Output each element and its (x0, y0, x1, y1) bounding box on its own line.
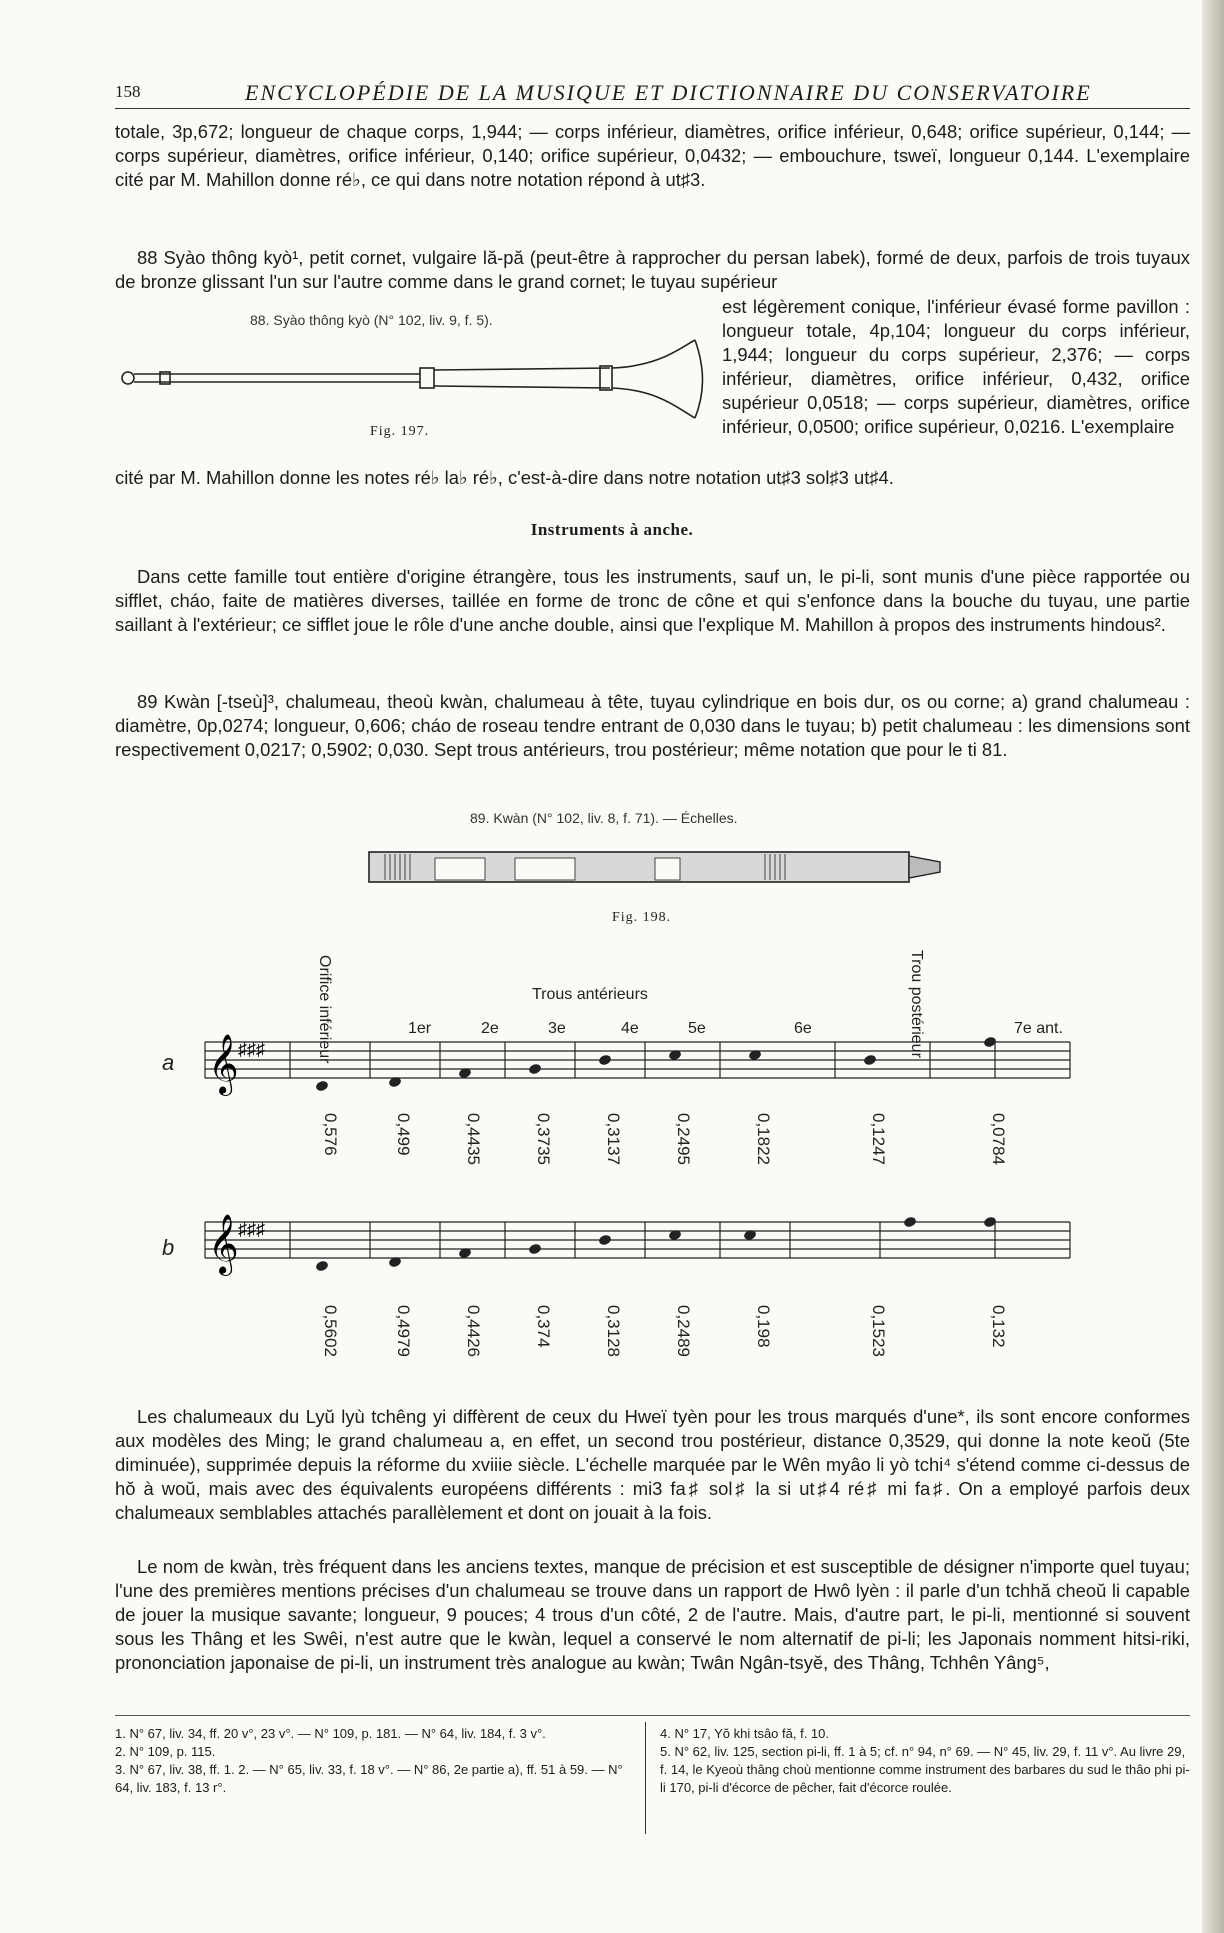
footnotes-left (115, 1725, 635, 1797)
length-value: 0,1822 (754, 1113, 773, 1165)
length-value: 0,3137 (604, 1113, 623, 1165)
running-header (115, 80, 1190, 109)
fig197-cornet-illustration (120, 338, 710, 428)
note (315, 1260, 329, 1273)
notes (315, 1036, 997, 1273)
paragraph-anche-text: Dans cette famille tout entière d'origine étrangère, tous les instruments, sauf un, le pi-li, sont munis d'une pièce rapportée ou sifflet, cháo, faite de matières diverses, taillée en forme de tronc de cône et qui s'enfonce dans la bouche du tuyau, une partie saillant à l'extérieur; ce sifflet joue le rôle d'une anche double, ainsi que l'explique M. Mahillon à propos des instruments hindous². (115, 566, 1190, 635)
fig198-caption: 89. Kwàn (N° 102, liv. 8, f. 71). — Échelles. (470, 810, 738, 826)
paragraph-chalumeaux-1 (115, 1405, 1190, 1525)
length-value: 0,132 (989, 1305, 1008, 1348)
key-signature-b: ♯♯♯ (238, 1219, 265, 1239)
treble-clef-a: 𝄞 (208, 1034, 239, 1094)
treble-clef-b: 𝄞 (208, 1214, 239, 1274)
values-row-b (321, 1305, 1008, 1357)
paragraph-89 (115, 690, 1190, 762)
length-value: 0,499 (394, 1113, 413, 1156)
page-edge-shadow (1202, 0, 1224, 1933)
fig197-label: Fig. 197. (370, 424, 430, 439)
row-a-label: a (162, 1050, 175, 1075)
footnote-column-divider (645, 1722, 646, 1834)
length-value: 0,4435 (464, 1113, 483, 1165)
length-value: 0,1523 (869, 1305, 888, 1357)
paragraph-88-side (722, 295, 1190, 439)
hole-label: 7e ant. (1014, 1020, 1063, 1037)
paragraph-88-intro (115, 246, 1190, 294)
paragraph-88-intro-text: 88 Syào thông kyò¹, petit cornet, vulgaire lă-pă (peut-être à rapprocher du persan labek), formé de deux, parfois de trois tuyaux de bronze glissant l'un sur l'autre comme dans le grand cornet; le tuyau supérieur (115, 247, 1190, 292)
note (528, 1243, 542, 1256)
note (598, 1054, 612, 1067)
fig198-kwan-illustration (365, 848, 945, 888)
section-title: Instruments à anche. (530, 520, 694, 539)
hole-labels (408, 1020, 1063, 1037)
length-value: 0,576 (321, 1113, 340, 1156)
row-b-label: b (162, 1235, 175, 1260)
music-scales-figure (150, 945, 1080, 1365)
length-value: 0,5602 (321, 1305, 340, 1357)
paragraph-88-end (115, 466, 1190, 490)
hole-label: 5e (688, 1020, 706, 1037)
hole-label: 3e (548, 1020, 566, 1037)
paragraph-top-text: totale, 3p,672; longueur de chaque corps, 1,944; — corps inférieur, diamètres, orifice inférieur, 0,648; orifice supérieur, 0,144; — corps supérieur, diamètres, orifice inférieur, 0,140; orifice supérieur, 0,0432; — embouchure, tsweï, longueur 0,144. L'exemplaire cité par M. Mahillon donne ré♭, ce qui dans notre notation répond à ut♯3. (115, 121, 1190, 190)
values-row-a (321, 1113, 1008, 1165)
note (528, 1063, 542, 1076)
length-value: 0,374 (534, 1305, 553, 1348)
note (903, 1216, 917, 1229)
hole-label: 1er (408, 1020, 432, 1037)
label-trou-posterieur: Trou postérieur (908, 950, 925, 1058)
length-value: 0,4426 (464, 1305, 483, 1357)
footnote-3: 3. N° 67, liv. 38, ff. 1. 2. — N° 65, liv. 33, f. 18 v°. — N° 86, 2e partie a), ff. 51 à 59. — N° 64, liv. 183, f. 13 r°. (115, 1762, 623, 1795)
paragraph-89-text: 89 Kwàn [-tseù]³, chalumeau, theoù kwàn, chalumeau à tête, tuyau cylindrique en bois dur, os ou corne; a) grand chalumeau : diamètre, 0p,0274; longueur, 0,606; cháo de roseau tendre entrant de 0,030 dans le tuyau; b) petit chalumeau : les dimensions sont respectivement 0,0217; 0,5902; 0,030. Sept trous antérieurs, trou postérieur; même notation que pour le ti 81. (115, 691, 1190, 760)
paragraph-88-end-text: cité par M. Mahillon donne les notes ré♭ la♭ ré♭, c'est-à-dire dans notre notation ut♯3 sol♯3 ut♯4. (115, 467, 894, 488)
footnote-rule (115, 1715, 1190, 1716)
fig198-label: Fig. 198. (612, 910, 672, 925)
staff-a (205, 1042, 1070, 1078)
footnote-2: 2. N° 109, p. 115. (115, 1744, 216, 1759)
footnote-4: 4. N° 17, Yŏ khi tsâo fă, f. 10. (660, 1726, 829, 1741)
paragraph-chalumeaux-2 (115, 1555, 1190, 1675)
hole-label: 4e (621, 1020, 639, 1037)
staff-b (205, 1222, 1070, 1258)
paragraph-top (115, 120, 1190, 192)
paragraph-anche (115, 565, 1190, 637)
length-value: 0,4979 (394, 1305, 413, 1357)
note (598, 1234, 612, 1247)
paragraph-88-side-text: est légèrement conique, l'inférieur évasé forme pavillon : longueur totale, 4p,104; longueur du corps inférieur, 1,944; longueur du corps supérieur, 2,376; — corps inférieur, diamètres, orifice inférieur, 0,432, orifice supérieur 0,0518; — corps supérieur, diamètres, orifice inférieur, 0,0500; orifice supérieur, 0,0216. L'exemplaire (722, 296, 1190, 437)
note (863, 1054, 877, 1067)
footnote-1: 1. N° 67, liv. 34, ff. 20 v°, 23 v°. — N° 109, p. 181. — N° 64, liv. 184, f. 3 v°. (115, 1726, 546, 1741)
fig197-caption: 88. Syào thông kyò (N° 102, liv. 9, f. 5). (250, 312, 493, 328)
length-value: 0,3128 (604, 1305, 623, 1357)
key-signature-a: ♯♯♯ (238, 1039, 265, 1059)
footnotes-right (660, 1725, 1190, 1797)
label-orifice-inferieur: Orifice inférieur (316, 955, 333, 1064)
length-value: 0,3735 (534, 1113, 553, 1165)
note (315, 1080, 329, 1093)
running-title: ENCYCLOPÉDIE DE LA MUSIQUE ET DICTIONNAIRE DU CONSERVATOIRE (245, 80, 1092, 105)
length-value: 0,1247 (869, 1113, 888, 1165)
length-value: 0,0784 (989, 1113, 1008, 1165)
hole-label: 6e (794, 1020, 812, 1037)
length-value: 0,2489 (674, 1305, 693, 1357)
paragraph-chalumeaux-1-text: Les chalumeaux du Lyŭ lyù tchêng yi diffèrent de ceux du Hweï tyèn pour les trous marqués d'une*, ils sont encore conformes aux modèles des Ming; le grand chalumeau a, en effet, un second trou postérieur, distance 0,3529, qui donne la note keoŭ (5te diminuée), supprimée depuis la réforme du xviiie siècle. L'échelle marquée par le Wên myâo li yò tchi⁴ s'étend comme ci-dessus de hŏ à woŭ, mais avec des équivalents européens différents : mi3 fa♯ sol♯ la si ut♯4 ré♯ mi fa♯. On a employé parfois deux chalumeaux semblables attachés parallèlement et dont on jouait à la fois. (115, 1406, 1190, 1523)
label-trous-anterieurs: Trous antérieurs (532, 986, 648, 1003)
footnote-5: 5. N° 62, liv. 125, section pi-li, ff. 1 à 5; cf. n° 94, n° 69. — N° 45, liv. 29, f. 11 v°. Au livre 29, f. 14, le Kyeoù thâng choù mentionne comme instrument des barbares du sud le thâo phi pi-li 170, pi-li d'écorce de pêcher, fait d'écorce roulée. (660, 1744, 1190, 1795)
hole-label: 2e (481, 1020, 499, 1037)
length-value: 0,198 (754, 1305, 773, 1348)
page-number: 158 (115, 82, 141, 101)
paragraph-chalumeaux-2-text: Le nom de kwàn, très fréquent dans les anciens textes, manque de précision et est susceptible de désigner n'importe quel tuyau; l'une des premières mentions précises d'un chalumeau se trouve dans un rapport de Hwô lyèn : il parle d'un tchhă cheoŭ li capable de jouer la musique savante; longueur, 9 pouces; 4 trous d'un côté, 2 de l'autre. Mais, d'autre part, le pi-li, mentionné si souvent sous les Thâng et les Swêi, n'est autre que le kwàn, lequel a conservé le nom alternatif de pi-li; les Japonais nomment hitsi-riki, prononciation japonaise de pi-li, un instrument très analogue au kwàn; Twân Ngân-tsyĕ, des Thâng, Tchhên Yâng⁵, (115, 1556, 1190, 1673)
length-value: 0,2495 (674, 1113, 693, 1165)
